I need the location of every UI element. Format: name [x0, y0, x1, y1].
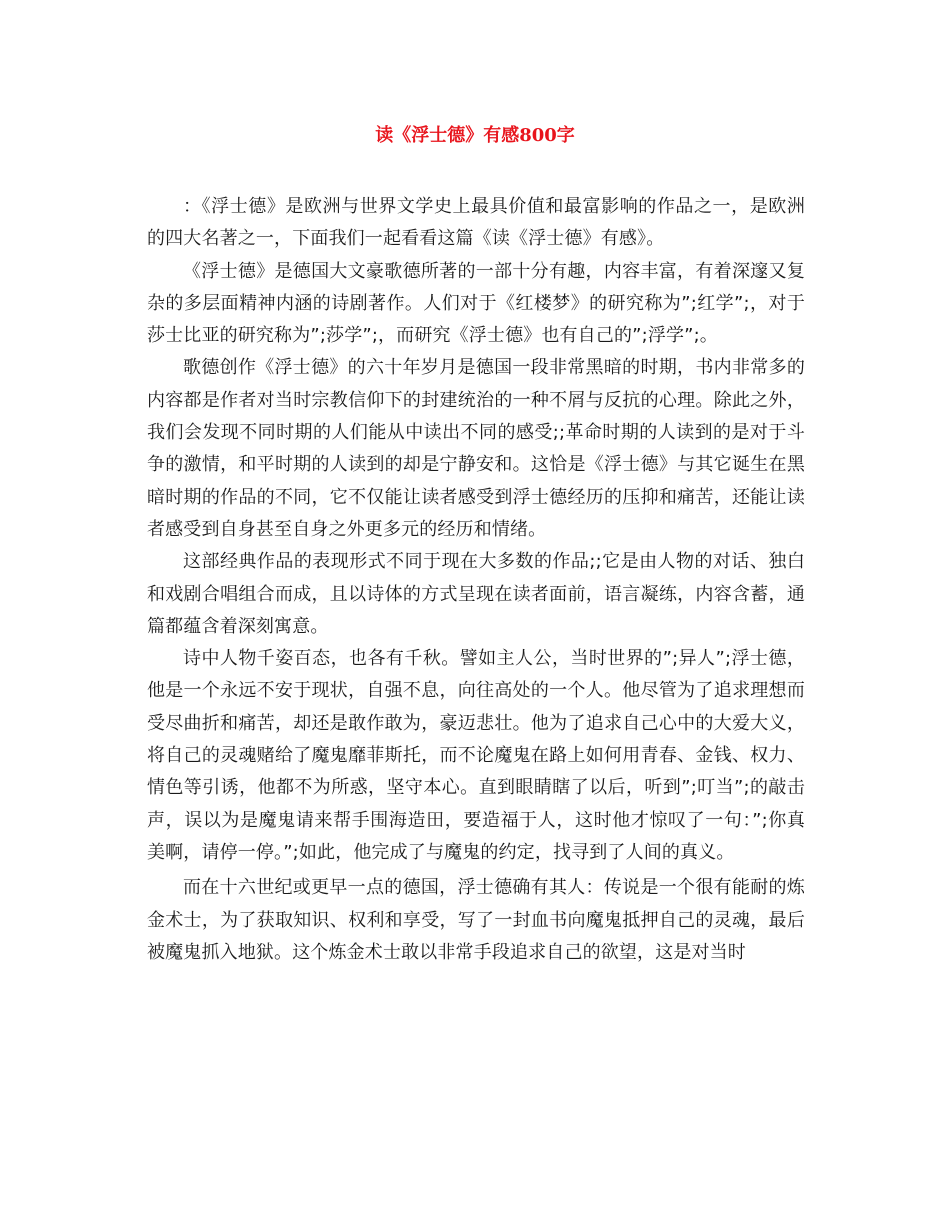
- paragraph-form: 这部经典作品的表现形式不同于现在大多数的作品;;它是由人物的对话、独白和戏剧合唱组合而成，且以诗体的方式呈现在读者面前，语言凝练，内容含蓄，通篇都蕴含着深刻寓意。: [147, 551, 805, 637]
- paragraph-background: 歌德创作《浮士德》的六十年岁月是德国一段非常黑暗的时期，书内非常多的内容都是作者对当时宗教信仰下的封建统治的一种不屑与反抗的心理。除此之外，我们会发现不同时期的人们能从中读出不同的感受;;革命时期的人读到的是对于斗争的激情，和平时期的人读到的却是宁静安和。这恰是《浮士德》与其它诞生在黑暗时期的作品的不同，它不仅能让读者感受到浮士德经历的压抑和痛苦，还能让读者感受到自身甚至自身之外更多元的经历和情绪。: [147, 357, 805, 540]
- document-body: [147, 191, 805, 969]
- document-title: 读《浮士德》有感800字: [375, 125, 575, 146]
- paragraph-overview: 《浮士德》是德国大文豪歌德所著的一部十分有趣，内容丰富，有着深邃又复杂的多层面精神内涵的诗剧著作。人们对于《红楼梦》的研究称为”;红学”;，对于莎士比亚的研究称为”;莎学”;，而研究《浮士德》也有自己的”;浮学”;。: [147, 260, 805, 347]
- paragraph-history: 而在十六世纪或更早一点的德国，浮士德确有其人：传说是一个很有能耐的炼金术士，为了获取知识、权利和享受，写了一封血书向魔鬼抵押自己的灵魂，最后被魔鬼抓入地狱。这个炼金术士敢以非常手段追求自己的欲望，这是对当时: [147, 877, 805, 963]
- paragraph-intro: ：《浮士德》是欧洲与世界文学史上最具价值和最富影响的作品之一，是欧洲的四大名著之一，下面我们一起看看这篇《读《浮士德》有感》。: [147, 196, 805, 250]
- paragraph-characters: 诗中人物千姿百态，也各有千秋。譬如主人公，当时世界的”;异人”;浮士德，他是一个永远不安于现状，自强不息，向往高处的一个人。他尽管为了追求理想而受尽曲折和痛苦，却还是敢作敢为，豪迈悲壮。他为了追求自己心中的大爱大义，将自己的灵魂赌给了魔鬼靡菲斯托，而不论魔鬼在路上如何用青春、金钱、权力、情色等引诱，他都不为所惑，坚守本心。直到眼睛瞎了以后，听到”;叮当”;的敲击声，误以为是魔鬼请来帮手围海造田，要造福于人，这时他才惊叹了一句：”;你真美啊，请停一停。”;如此，他完成了与魔鬼的约定，找寻到了人间的真义。: [147, 648, 805, 863]
